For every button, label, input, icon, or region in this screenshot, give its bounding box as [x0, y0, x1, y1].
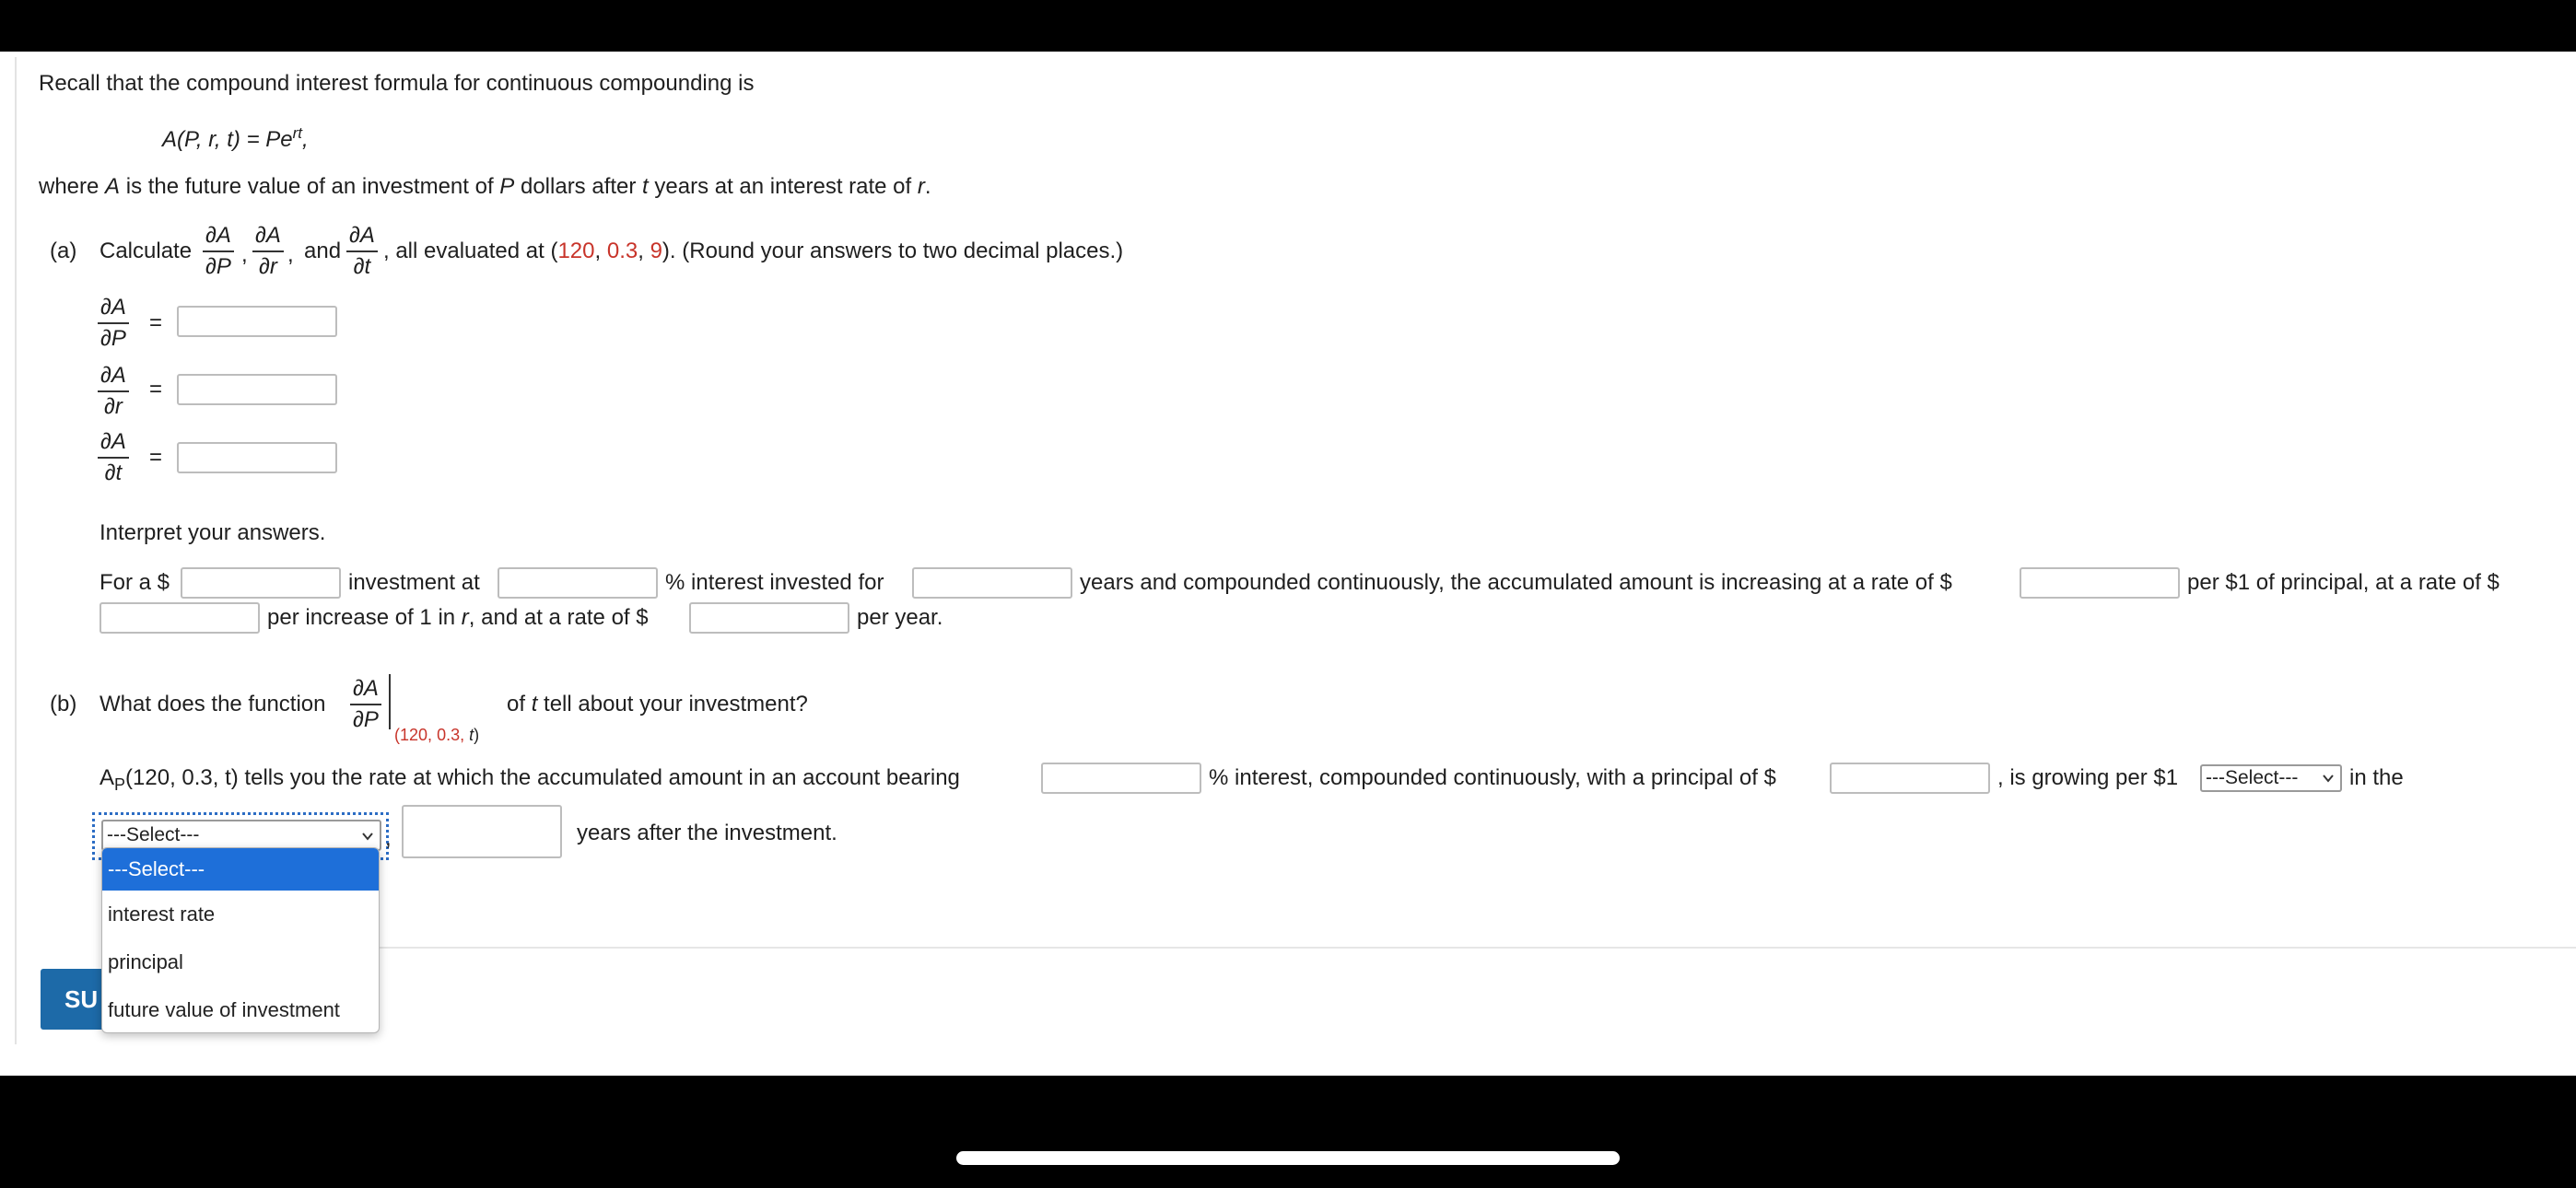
- dA-dP-input[interactable]: [177, 306, 337, 337]
- pct-interest-text: % interest, compounded continuously, with a principal of $: [1209, 765, 1776, 790]
- comma: ,: [385, 826, 392, 851]
- part-b-label: (b): [50, 692, 77, 716]
- option-future-value[interactable]: future value of investment: [108, 998, 340, 1021]
- pct-invested-text: % interest invested for: [665, 570, 884, 595]
- comma: ,: [287, 242, 294, 267]
- question-text: What does the function: [100, 692, 326, 716]
- investment-amount-input[interactable]: [181, 567, 341, 599]
- part-a-label: (a): [50, 239, 77, 263]
- interpret-heading: Interpret your answers.: [100, 520, 326, 545]
- interest-pct-input[interactable]: [1041, 763, 1201, 794]
- answer-label-dA-dP: $\frac{\partial A}{\partial P}$: [98, 295, 129, 352]
- equals-sign: =: [149, 310, 163, 335]
- years-after-input[interactable]: [402, 805, 562, 858]
- question-tail: of t tell about your investment?: [507, 692, 808, 716]
- where-text: where A is the future value of an investment of P dollars after t years at an interest rate of r.: [39, 174, 931, 199]
- equals-sign: =: [149, 445, 163, 470]
- select-dropdown-list: [101, 847, 380, 1033]
- evaluated-text: , all evaluated at (120, 0.3, 9). (Round your answers to two decimal places.): [383, 239, 1124, 263]
- fraction-dA-dP-b: $\frac{\partial A}{\partial P}$: [350, 676, 381, 733]
- years-after-text: years after the investment.: [577, 821, 837, 845]
- per-year-text: per year.: [857, 605, 943, 630]
- unit-select[interactable]: ---Select---: [101, 820, 381, 851]
- option-principal[interactable]: principal: [108, 950, 183, 973]
- rate-per-r-input[interactable]: [100, 602, 260, 634]
- fraction-dA-dr: $\frac{\partial A}{\partial r}$: [252, 223, 284, 280]
- option-interest-rate[interactable]: interest rate: [108, 903, 216, 926]
- option-select[interactable]: ---Select---: [102, 848, 379, 891]
- growth-variable-select[interactable]: ---Select---: [2200, 764, 2342, 792]
- chevron-down-icon: [361, 830, 374, 843]
- rate-per-principal-input[interactable]: [2020, 567, 2180, 599]
- per-principal-text: per $1 of principal, at a rate of $: [2187, 570, 2500, 595]
- evaluation-point: (120, 0.3, t): [394, 726, 480, 744]
- rate-per-year-input[interactable]: [689, 602, 849, 634]
- for-a-text: For a $: [100, 570, 170, 595]
- calculate-text: Calculate: [100, 239, 193, 263]
- dA-dt-input[interactable]: [177, 442, 337, 473]
- growing-text: , is growing per $1: [1997, 765, 2179, 790]
- years-input[interactable]: [912, 567, 1072, 599]
- chevron-down-icon: [2322, 772, 2335, 785]
- problem-page: [0, 52, 2576, 1076]
- recall-text: Recall that the compound interest formula for continuous compounding is: [39, 71, 755, 96]
- submit-button[interactable]: SU: [41, 969, 105, 1030]
- per-increase-text: per increase of 1 in r, and at a rate of $: [267, 605, 649, 630]
- investment-at-text: investment at: [348, 570, 480, 595]
- equals-sign: =: [149, 377, 163, 402]
- problem-card: [15, 57, 2576, 1044]
- fraction-dA-dt: $\frac{\partial A}{\partial t}$: [346, 223, 378, 280]
- fraction-dA-dP: $\frac{\partial A}{\partial P}$: [203, 223, 234, 280]
- principal-input[interactable]: [1830, 763, 1990, 794]
- dA-dr-input[interactable]: [177, 374, 337, 405]
- divider: [373, 947, 2576, 949]
- home-indicator[interactable]: [956, 1151, 1620, 1165]
- evaluation-bar: [389, 674, 391, 729]
- years-compounded-text: years and compounded continuously, the accumulated amount is increasing at a rate of $: [1080, 570, 1952, 595]
- answer-label-dA-dr: $\frac{\partial A}{\partial r}$: [98, 363, 129, 420]
- and-text: and: [304, 239, 342, 263]
- ap-sentence: $A_P(120$, 0.3, t) tells you the rate at which the accumulated amount in an account bearing: [100, 765, 960, 794]
- formula: A(P, r, $t) = Pe^{rt}$,: [162, 124, 309, 152]
- in-the-text: in the: [2349, 765, 2404, 790]
- answer-label-dA-dt: $\frac{\partial A}{\partial t}$: [98, 429, 129, 486]
- comma: ,: [241, 242, 248, 267]
- interest-rate-input[interactable]: [498, 567, 658, 599]
